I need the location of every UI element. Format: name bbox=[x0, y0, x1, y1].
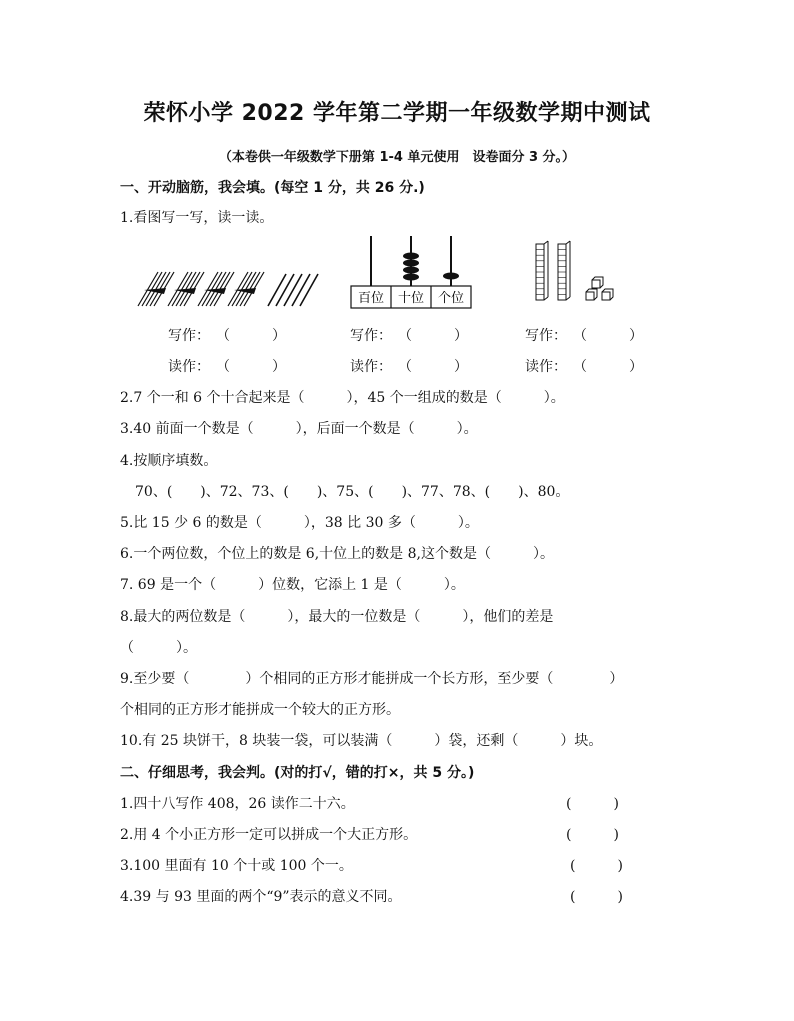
judge-blank-3[interactable]: ( ) bbox=[570, 858, 623, 874]
answer-blank: （ ） bbox=[398, 328, 468, 344]
abacus-figure bbox=[346, 234, 476, 310]
stick-bundle bbox=[168, 272, 204, 306]
judge-blank-2[interactable]: ( ) bbox=[566, 827, 619, 843]
section-1-heading: 一、开动脑筋，我会填。(每空 1 分，共 26 分.) bbox=[120, 180, 425, 196]
question-9: 9.至少要（ ）个相同的正方形才能拼成一个长方形，至少要（ ） bbox=[120, 671, 624, 687]
base-ten-blocks-figure bbox=[530, 240, 620, 306]
answer-blank: （ ） bbox=[398, 359, 468, 375]
write-answer-1[interactable] bbox=[168, 325, 286, 345]
write-label: 写作： bbox=[168, 328, 210, 344]
ones-beads bbox=[443, 273, 459, 280]
answer-blank: （ ） bbox=[216, 328, 286, 344]
question-3: 3.40 前面一个数是（ ），后面一个数是（ ）。 bbox=[120, 421, 478, 437]
answer-blank: （ ） bbox=[573, 359, 643, 375]
unit-cubes bbox=[586, 277, 613, 300]
write-answer-2[interactable] bbox=[350, 325, 468, 345]
stick-bundle bbox=[138, 272, 174, 306]
abacus-label-hundreds: 百位 bbox=[357, 291, 385, 306]
read-label: 读作： bbox=[168, 359, 210, 375]
tens-rod bbox=[536, 241, 548, 300]
abacus-label-ones: 个位 bbox=[437, 291, 465, 306]
tens-beads bbox=[403, 253, 419, 281]
judge-item-1: 1.四十八写作 408，26 读作二十六。 bbox=[120, 796, 355, 812]
question-6: 6.一个两位数，个位上的数是 6,十位上的数是 8,这个数是（ ）。 bbox=[120, 546, 554, 562]
read-label: 读作： bbox=[525, 359, 567, 375]
question-8-continued: （ ）。 bbox=[120, 640, 197, 656]
answer-blank: （ ） bbox=[216, 359, 286, 375]
question-1-text: 1.看图写一写，读一读。 bbox=[120, 210, 274, 226]
read-answer-3[interactable] bbox=[525, 356, 643, 376]
page-title: 荣怀小学 2022 学年第二学期一年级数学期中测试 bbox=[143, 101, 651, 126]
stick-bundles-figure bbox=[136, 268, 326, 310]
page-subtitle: （本卷供一年级数学下册第 1-4 单元使用 设卷面分 3 分。） bbox=[218, 150, 576, 165]
read-label: 读作： bbox=[350, 359, 392, 375]
stick-bundle bbox=[228, 272, 264, 306]
section-2-heading: 二、仔细思考，我会判。(对的打√，错的打×，共 5 分。) bbox=[120, 765, 475, 781]
single-sticks bbox=[268, 274, 318, 306]
question-4-sequence: 70、( )、72、73、( )、75、( )、77、78、( )、80。 bbox=[135, 484, 570, 500]
question-7: 7. 69 是一个（ ）位数，它添上 1 是（ ）。 bbox=[120, 577, 465, 593]
question-2: 2.7 个一和 6 个十合起来是（ ），45 个一组成的数是（ ）。 bbox=[120, 390, 565, 406]
question-10: 10.有 25 块饼干，8 块装一袋，可以装满（ ）袋，还剩（ ）块。 bbox=[120, 733, 603, 749]
tens-rod bbox=[558, 241, 570, 300]
question-5: 5.比 15 少 6 的数是（ ），38 比 30 多（ ）。 bbox=[120, 515, 479, 531]
judge-item-4: 4.39 与 93 里面的两个“9”表示的意义不同。 bbox=[120, 889, 402, 905]
write-label: 写作： bbox=[525, 328, 567, 344]
read-answer-1[interactable] bbox=[168, 356, 286, 376]
stick-bundle bbox=[198, 272, 234, 306]
question-8: 8.最大的两位数是（ ），最大的一位数是（ ），他们的差是 bbox=[120, 609, 554, 625]
question-4: 4.按顺序填数。 bbox=[120, 453, 218, 469]
judge-blank-1[interactable]: ( ) bbox=[566, 796, 619, 812]
judge-blank-4[interactable]: ( ) bbox=[570, 889, 623, 905]
question-9-continued: 个相同的正方形才能拼成一个较大的正方形。 bbox=[120, 702, 400, 718]
read-answer-2[interactable] bbox=[350, 356, 468, 376]
write-label: 写作： bbox=[350, 328, 392, 344]
abacus-label-tens: 十位 bbox=[397, 291, 425, 306]
answer-blank: （ ） bbox=[573, 328, 643, 344]
judge-item-3: 3.100 里面有 10 个十或 100 个一。 bbox=[120, 858, 353, 874]
write-answer-3[interactable] bbox=[525, 325, 643, 345]
judge-item-2: 2.用 4 个小正方形一定可以拼成一个大正方形。 bbox=[120, 827, 418, 843]
